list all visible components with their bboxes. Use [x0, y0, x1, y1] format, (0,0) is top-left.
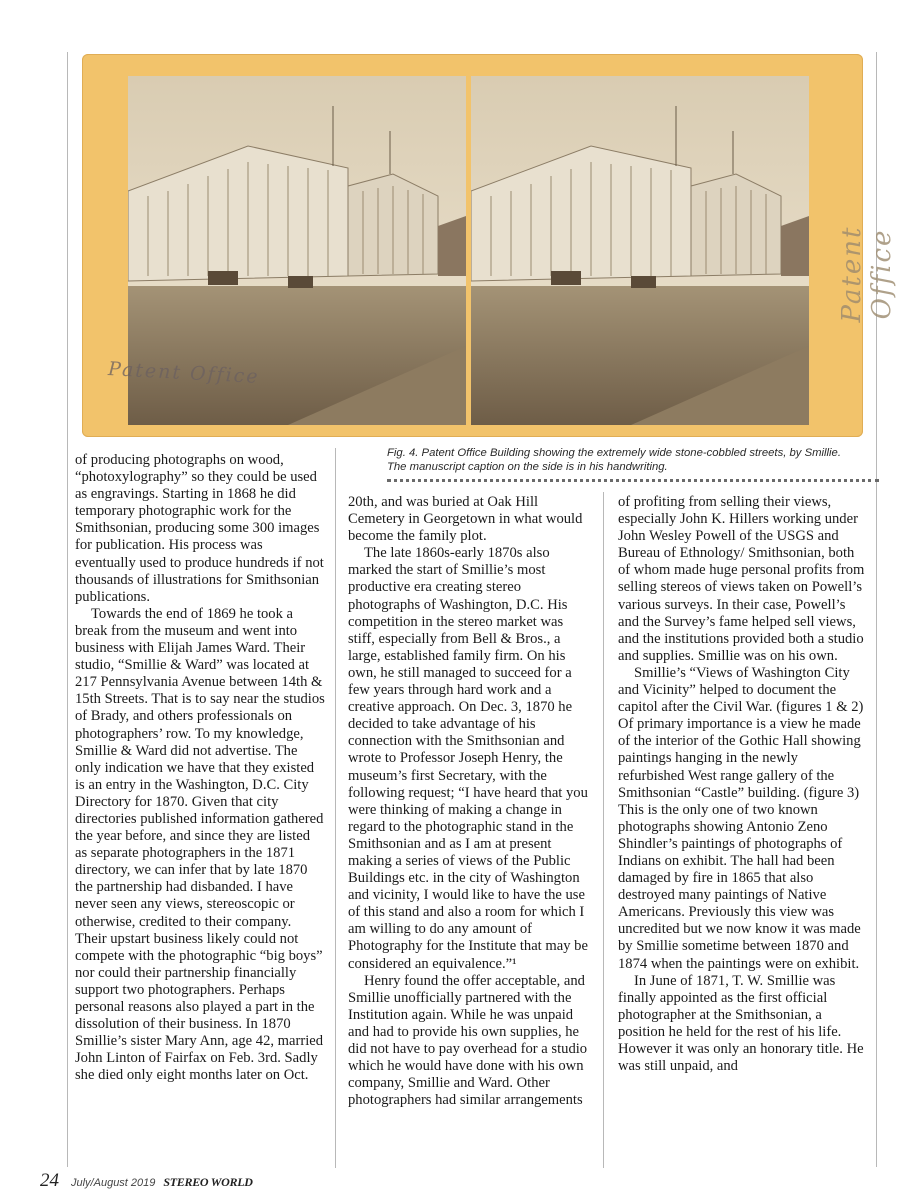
- caption-line-1: Fig. 4. Patent Office Building showing the extremely wide stone-cobbled streets, by Smillie.: [387, 447, 841, 459]
- patent-office-photo-right: [471, 76, 809, 425]
- handwritten-side-caption: Patent Office: [837, 225, 897, 323]
- paragraph: In June of 1871, T. W. Smillie was finally appointed as the first official photographer at the Smithsonian, a position he held for the rest of his life. However it was only an honorary title. He was still unpaid, and: [618, 972, 864, 1075]
- column-rule-2: [603, 492, 604, 1168]
- article-column-2: [348, 494, 592, 1109]
- article-column-3: [618, 494, 866, 1075]
- issue-date: July/August 2019: [71, 1177, 156, 1189]
- caption-dotted-rule: [387, 479, 879, 482]
- handwritten-bottom-caption: Patent Office: [107, 358, 261, 388]
- paragraph: of producing photographs on wood, “photoxylography” so they could be used as engravings. Starting in 1868 he did temporary photographic work for the Smithsonian, producing some 300 images for publication. His process was eventually used to produce hundreds if not thousands of illustrations for Smithsonian publications.: [75, 452, 324, 605]
- stereo-photo-right: [471, 76, 809, 425]
- paragraph: The late 1860s-early 1870s also marked the start of Smillie’s most productive era creating stereo photographs of Washington, D.C. His competition in the stereo market was stiff, especially from Bell & Bros., a large, established family firm. On his own, he still managed to succeed for a few years through hard work and a creative approach. On Dec. 3, 1870 he decided to take advantage of his connection with the Smithsonian and wrote to Professor Joseph Henry, the museum’s first Secretary, with the following request; “I have heard that you were thinking of making a change in regard to the photographic stand in the Smithsonian and as I am at present making a series of views of the Public Buildings etc. in the city of Washington and vicinity, I would like to have the use of this stand and also a room for which I am willing to do any amount of Photography for the Institute that may be considered an equivalence.”¹: [348, 545, 588, 972]
- left-margin-rule: [67, 52, 68, 1167]
- paragraph: of profiting from selling their views, especially John K. Hillers working under John Wesley Powell of the USGS and Bureau of Ethnology/ Smithsonian, both of whom made huge personal profits from selling stereos of views taken on Powell’s various surveys. In their case, Powell’s and the Survey’s fame helped sell views, and the institutions provided both a studio and supplies. Smillie was on his own.: [618, 494, 865, 664]
- page-footer: [40, 1170, 253, 1192]
- magazine-title: STEREO WORLD: [163, 1175, 253, 1189]
- paragraph: 20th, and was buried at Oak Hill Cemetery in Georgetown in what would become the family plot.: [348, 494, 583, 545]
- paragraph: Henry found the offer acceptable, and Smillie unofficially partnered with the Institution again. While he was unpaid and had to provide his own supplies, he did not have to pay overhead for a studio which he would have done with his own company, Smillie and Ward. Other photographers had similar arrangements: [348, 972, 588, 1109]
- caption-line-2: The manuscript caption on the side is in his handwriting.: [387, 461, 668, 473]
- column-rule-1: [335, 448, 336, 1168]
- figure-caption: [387, 446, 877, 474]
- paragraph: Towards the end of 1869 he took a break from the museum and went into business with Elijah James Ward. Their studio, “Smillie & Ward” was located at 217 Pennsylvania Avenue between 14th & 15th Streets. That is to say near the studios of Brady, and others professionals on photographers’ row. To my knowledge, Smillie & Ward did not advertise. The only indication we have that they existed is an entry in the Washington, D.C. City Directory for 1870. Given that city directories published information gathered the year before, and since they are listed as separate photographers in the 1871 directory, we can infer that by late 1870 the partnership had disbanded. I have never seen any views, stereoscopic or otherwise, credited to their company. Their upstart business likely could not compete with the photographic “big boys” nor could their partnership financially support two photographers. Perhaps personal reasons also played a part in the dissolution of their business. In 1870 Smillie’s sister Mary Ann, age 42, married John Linton of Fairfax on Feb. 3rd. Sadly she died only eight months later on Oct.: [75, 605, 325, 1084]
- article-column-1: [75, 452, 325, 1084]
- paragraph: Smillie’s “Views of Washington City and Vicinity” helped to document the capitol after the Civil War. (figures 1 & 2) Of primary importance is a view he made of the interior of the Gothic Hall showing paintings hanging in the newly refurbished West range gallery of the Smithsonian “Castle” building. (figure 3) This is the only one of two known photographs showing Antonio Zeno Shindler’s paintings of photographs of Indians on exhibit. The hall had been damaged by fire in 1865 that also destroyed many paintings of Native Americans. Previously this view was uncredited but we now know it was made by Smillie sometime between 1870 and 1874 when the paintings were on exhibit.: [618, 664, 864, 972]
- page-number: 24: [40, 1170, 59, 1191]
